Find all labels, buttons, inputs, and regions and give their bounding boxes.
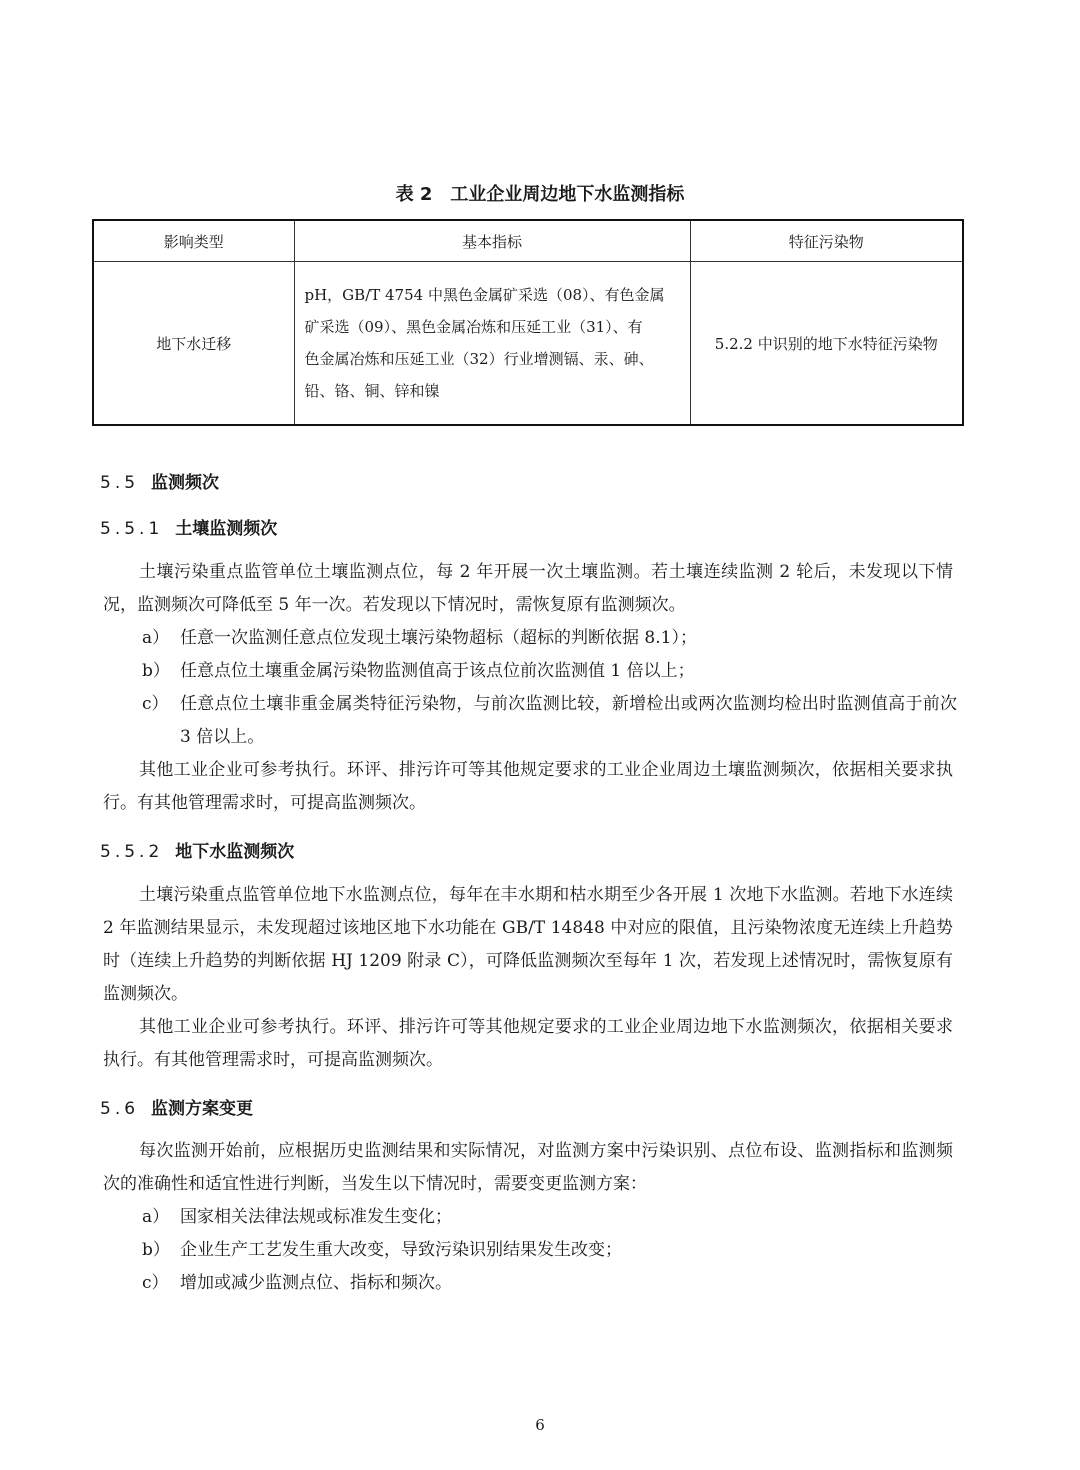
list-text: 任意点位土壤重金属污染物监测值高于该点位前次监测值 1 倍以上； [180,661,695,681]
list-text: 企业生产工艺发生重大改变，导致污染识别结果发生改变； [180,1240,622,1260]
page-number: 6 [535,1416,545,1434]
section-title: 监测方案变更 [151,1099,254,1119]
cell-impact-type: 地下水迁移 [93,262,294,426]
list-text: 国家相关法律法规或标准发生变化； [180,1207,452,1227]
basic-index-line: 矿采选（09）、黑色金属冶炼和压延工业（31）、有 [304,318,643,336]
monitoring-index-table [92,219,964,426]
list-marker: c） [142,694,169,714]
section-title: 地下水监测频次 [175,842,295,862]
list-item [142,1234,957,1267]
list-marker: a） [142,628,170,648]
list-marker: b） [142,1240,170,1260]
list-marker: b） [142,661,170,681]
basic-index-line: 铅、铬、铜、锌和镍 [304,382,440,400]
table-header-row [93,220,963,262]
table-number: 表 2 [395,184,433,205]
header-impact-type: 影响类型 [93,220,294,262]
section-number: 5.5 [100,473,140,493]
section-number: 5.5.1 [100,519,164,539]
section-title: 土壤监测频次 [175,519,278,539]
list-item [142,1267,957,1300]
heading-5-5-1 [100,514,277,539]
header-feature-pollutant: 特征污染物 [690,220,963,262]
section-title: 监测频次 [151,473,220,493]
list-item [142,622,957,655]
section-number: 5.6 [100,1099,140,1119]
list-item [142,1201,957,1234]
table-title [0,180,1080,206]
list-marker: c） [142,1273,169,1293]
list-text: 任意一次监测任意点位发现土壤污染物超标（超标的判断依据 8.1）； [180,628,697,648]
heading-5-5 [100,468,219,493]
basic-index-line: pH，GB/T 4754 中黑色金属矿采选（08）、有色金属 [304,286,665,304]
table-row [93,262,963,426]
list-item [142,688,957,754]
section-number: 5.5.2 [100,842,164,862]
cell-basic-index [294,262,690,426]
list-text: 任意点位土壤非重金属类特征污染物，与前次监测比较，新增检出或两次监测均检出时监测值高于前次 3 倍以上。 [180,694,957,747]
list-item [142,655,957,688]
paragraph-plan-change-intro: 每次监测开始前，应根据历史监测结果和实际情况，对监测方案中污染识别、点位布设、监测指标和监测频次的准确性和适宜性进行判断，当发生以下情况时，需要变更监测方案： [103,1141,953,1194]
table-caption: 工业企业周边地下水监测指标 [450,184,685,205]
basic-index-line: 色金属冶炼和压延工业（32）行业增测镉、汞、砷、 [304,350,654,368]
list-marker: a） [142,1207,170,1227]
heading-5-5-2 [100,837,294,862]
paragraph-soil-intro: 土壤污染重点监管单位土壤监测点位，每 2 年开展一次土壤监测。若土壤连续监测 2 轮后，未发现以下情况，监测频次可降低至 5 年一次。若发现以下情况时，需恢复原有监测频次。 [103,562,953,615]
header-basic-index: 基本指标 [294,220,690,262]
paragraph-groundwater-main: 土壤污染重点监管单位地下水监测点位，每年在丰水期和枯水期至少各开展 1 次地下水监测。若地下水连续 2 年监测结果显示，未发现超过该地区地下水功能在 GB/T 14848 中对应的限值，且污染物浓度无连续上升趋势时（连续上升趋势的判断依据 HJ 1209 附录 C），可降低监测频次至每年 1 次，若发现上述情况时，需恢复原有监测频次。 [103,885,953,1004]
heading-5-6 [100,1094,253,1119]
paragraph-groundwater-other: 其他工业企业可参考执行。环评、排污许可等其他规定要求的工业企业周边地下水监测频次，依据相关要求执行。有其他管理需求时，可提高监测频次。 [103,1017,953,1070]
cell-feature-pollutant: 5.2.2 中识别的地下水特征污染物 [690,262,963,426]
paragraph-soil-other: 其他工业企业可参考执行。环评、排污许可等其他规定要求的工业企业周边土壤监测频次，依据相关要求执行。有其他管理需求时，可提高监测频次。 [103,760,953,813]
list-text: 增加或减少监测点位、指标和频次。 [180,1273,452,1293]
